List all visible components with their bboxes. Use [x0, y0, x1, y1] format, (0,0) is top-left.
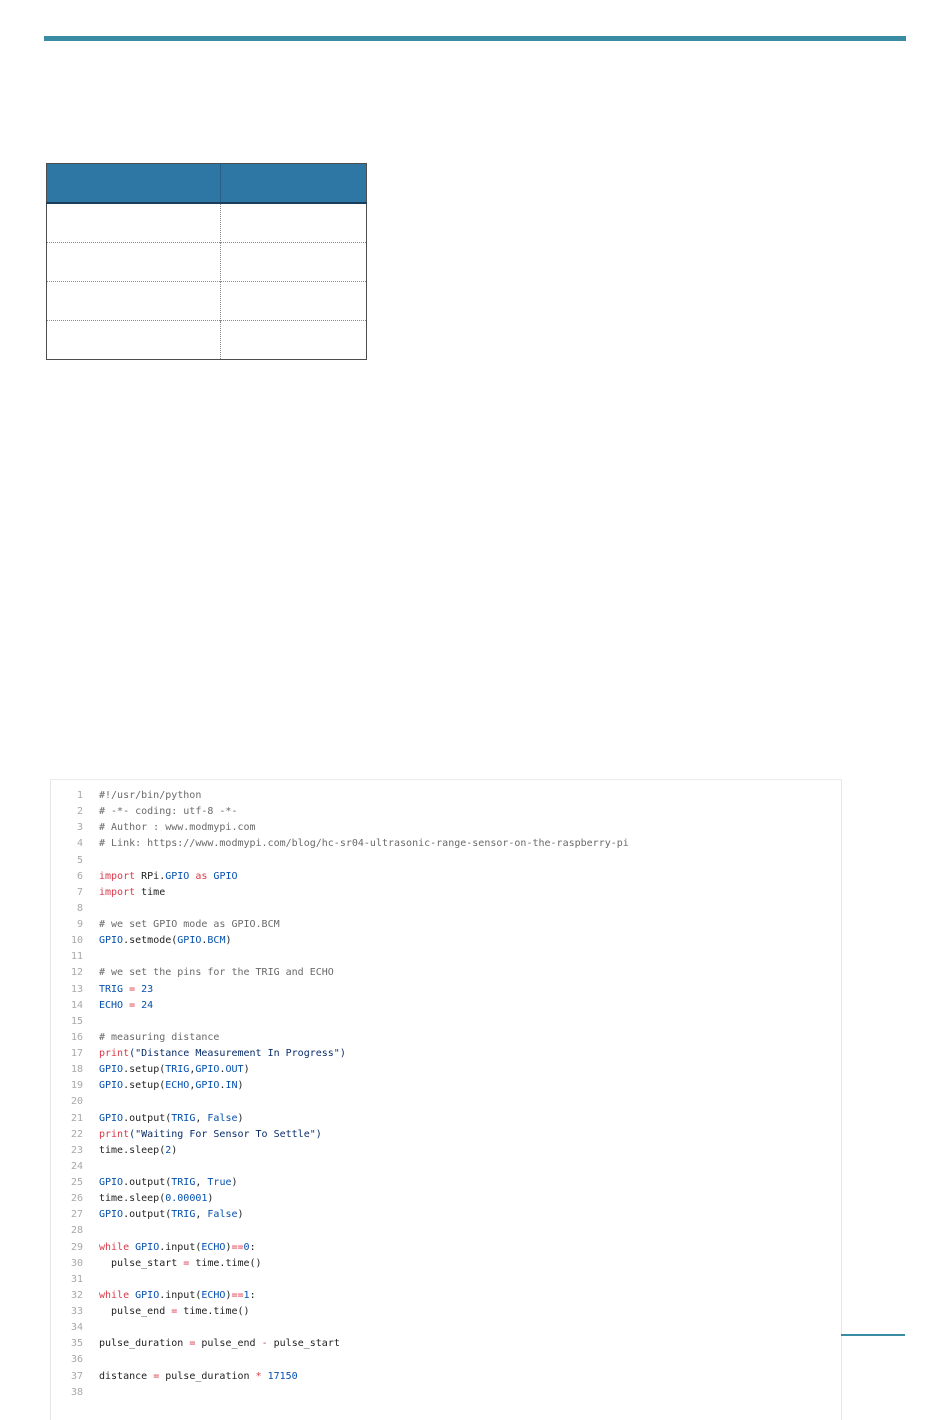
code-token: ,: [195, 1177, 208, 1188]
code-token: ("Distance Measurement In Progress"): [129, 1048, 346, 1059]
code-token: pulse_duration: [99, 1338, 190, 1350]
code-token: GPIO: [195, 1080, 220, 1092]
code-line: [51, 820, 841, 836]
code-line: [51, 1207, 841, 1223]
code-line: [51, 965, 841, 981]
code-line: [51, 998, 841, 1014]
code-token: 1: [243, 1289, 250, 1301]
code-token: ("Waiting For Sensor To Settle"): [129, 1128, 322, 1140]
code-line: [51, 1078, 841, 1094]
line-number: 23: [70, 1144, 83, 1156]
code-token: GPIO: [129, 1289, 160, 1301]
header-rule: [44, 36, 906, 41]
code-text: [99, 1127, 322, 1143]
code-token: #!/usr/bin/python: [99, 790, 202, 801]
code-text: [99, 965, 334, 981]
code-token: pulse_duration: [159, 1370, 256, 1382]
code-text: [99, 1030, 219, 1046]
code-line: [51, 1143, 841, 1159]
code-token: ECHO: [201, 1289, 226, 1301]
code-text: [99, 1175, 238, 1191]
table-cell: [47, 203, 221, 243]
code-line: [51, 1240, 841, 1256]
code-token: ,: [189, 1080, 196, 1092]
code-token: 0: [243, 1241, 250, 1253]
code-token: .output(: [123, 1177, 172, 1188]
code-token: GPIO: [99, 1064, 124, 1076]
code-token: time.sleep(: [99, 1193, 166, 1205]
code-token: GPIO: [213, 870, 238, 882]
code-token: ): [243, 1064, 250, 1076]
code-token: # measuring distance: [99, 1031, 220, 1043]
code-token: .input(: [159, 1289, 202, 1301]
code-token: ,: [189, 1064, 196, 1076]
line-number: 37: [70, 1370, 83, 1382]
code-line: [51, 917, 841, 933]
table-cell: [47, 243, 221, 282]
code-line: [51, 804, 841, 820]
code-token: time.time(): [189, 1257, 262, 1269]
table-cell: [221, 282, 367, 321]
code-line: [51, 1352, 841, 1368]
code-text: [99, 885, 165, 901]
code-line: [51, 1191, 841, 1207]
code-token: ): [225, 1289, 232, 1301]
table-cell: [221, 321, 367, 360]
code-text: [99, 1256, 262, 1272]
line-number: 17: [70, 1048, 83, 1059]
code-token: OUT: [225, 1064, 244, 1076]
code-token: # -*- coding: utf-8 -*-: [99, 806, 238, 818]
line-number: 36: [70, 1354, 83, 1366]
code-line: [51, 1127, 841, 1143]
code-text: [99, 1143, 177, 1159]
code-token: =: [123, 983, 142, 995]
code-token: .input(: [159, 1241, 202, 1253]
code-token: 2: [165, 1144, 172, 1156]
code-token: # we set the pins for the TRIG and ECHO: [99, 967, 334, 979]
code-token: pulse_end: [195, 1338, 262, 1350]
code-token: import: [99, 886, 136, 898]
code-line: [51, 1223, 841, 1239]
code-token: ==: [231, 1289, 244, 1301]
code-text: [99, 1062, 250, 1078]
code-line: [51, 1030, 841, 1046]
code-token: GPIO: [99, 1112, 124, 1124]
code-line: [51, 1111, 841, 1127]
code-token: pulse_start: [267, 1338, 340, 1350]
code-token: GPIO: [129, 1241, 160, 1253]
code-text: [99, 998, 153, 1014]
pin-table-header-cell: [47, 164, 221, 204]
code-token: time.sleep(: [99, 1144, 166, 1156]
line-number: 24: [70, 1160, 83, 1172]
line-number: 5: [76, 854, 83, 866]
line-number: 1: [76, 790, 83, 801]
code-line: [51, 1369, 841, 1385]
code-token: *: [255, 1370, 262, 1382]
code-token: while: [99, 1241, 130, 1253]
code-line: [51, 1336, 841, 1352]
code-token: # Link: https://www.modmypi.com/blog/hc-sr04-ultrasonic-range-sensor-on-the-raspberry-pi: [99, 838, 629, 850]
line-number: 33: [70, 1306, 83, 1317]
code-token: ): [225, 935, 232, 947]
pin-table-header-cell: [221, 164, 367, 204]
code-block[interactable]: [50, 779, 842, 1420]
line-number: 28: [70, 1225, 83, 1237]
code-token: =: [189, 1338, 196, 1350]
line-number: 14: [70, 999, 83, 1011]
line-number: 13: [70, 983, 83, 995]
line-number: 35: [70, 1338, 83, 1350]
code-token: =: [183, 1257, 190, 1269]
code-line: [51, 901, 841, 917]
code-line: [51, 1094, 841, 1110]
code-line: [51, 853, 841, 869]
code-text: [99, 836, 629, 852]
code-token: .setup(: [123, 1080, 166, 1092]
code-line: [51, 949, 841, 965]
code-token: ): [237, 1112, 244, 1124]
code-line: [51, 869, 841, 885]
line-number: 11: [70, 951, 83, 963]
code-token: TRIG: [171, 1177, 196, 1188]
line-number: 38: [70, 1386, 83, 1398]
table-row: [47, 321, 367, 360]
line-number: 21: [70, 1112, 83, 1124]
code-token: import: [99, 870, 136, 882]
table-row: [47, 243, 367, 282]
code-token: pulse_start: [99, 1257, 184, 1269]
line-number: 26: [70, 1193, 83, 1205]
line-number: 27: [70, 1209, 83, 1221]
code-line: [51, 1385, 841, 1401]
code-text: [99, 1111, 244, 1127]
code-text: [99, 1046, 346, 1062]
code-text: [99, 1191, 213, 1207]
code-token: print: [99, 1048, 130, 1059]
table-cell: [221, 243, 367, 282]
code-token: .output(: [123, 1112, 172, 1124]
code-token: =: [171, 1306, 178, 1317]
code-text: [99, 1078, 244, 1094]
code-token: .: [219, 1080, 226, 1092]
line-number: 6: [76, 870, 83, 882]
code-token: :: [249, 1289, 256, 1301]
table-cell: [47, 282, 221, 321]
code-text: [99, 1336, 340, 1352]
code-token: ,: [195, 1112, 208, 1124]
code-text: [99, 1369, 298, 1385]
code-text: [99, 869, 238, 885]
line-number: 7: [76, 886, 83, 898]
code-token: True: [207, 1177, 232, 1188]
code-text: [99, 1207, 244, 1223]
code-text: [99, 1240, 256, 1256]
code-line: [51, 1256, 841, 1272]
line-number: 8: [76, 902, 83, 914]
code-token: .setmode(: [123, 935, 178, 947]
code-token: as: [189, 870, 214, 882]
code-token: 23: [141, 983, 154, 995]
line-number: 4: [76, 838, 83, 850]
table-cell: [47, 321, 221, 360]
code-token: ): [237, 1209, 244, 1221]
code-token: GPIO: [99, 1177, 124, 1188]
code-token: .: [219, 1064, 226, 1076]
pin-table-header-row: [47, 164, 367, 204]
code-token: GPIO: [177, 935, 202, 947]
table-row: [47, 203, 367, 243]
code-token: ECHO: [165, 1080, 190, 1092]
code-token: GPIO: [99, 1209, 124, 1221]
code-token: ): [207, 1193, 214, 1205]
code-line: [51, 1272, 841, 1288]
code-token: TRIG: [171, 1112, 196, 1124]
code-token: -: [261, 1338, 268, 1350]
code-text: [99, 820, 256, 836]
code-token: 0.00001: [165, 1193, 208, 1205]
code-line: [51, 1014, 841, 1030]
code-token: ): [231, 1177, 238, 1188]
code-token: 24: [141, 999, 154, 1011]
line-number: 22: [70, 1128, 83, 1140]
code-token: False: [207, 1209, 238, 1221]
code-token: ECHO: [201, 1241, 226, 1253]
code-line: [51, 1062, 841, 1078]
line-number: 18: [70, 1064, 83, 1076]
code-token: # we set GPIO mode as GPIO.BCM: [99, 919, 280, 930]
code-line: [51, 933, 841, 949]
code-token: TRIG: [171, 1209, 196, 1221]
pin-table: [46, 163, 367, 360]
code-token: False: [207, 1112, 238, 1124]
code-text: [99, 804, 237, 820]
code-line: [51, 836, 841, 852]
line-number: 10: [70, 935, 83, 947]
code-line: [51, 1288, 841, 1304]
line-number: 15: [70, 1015, 83, 1027]
code-token: GPIO: [99, 935, 124, 947]
code-token: BCM: [207, 935, 226, 947]
code-token: GPIO: [99, 1080, 124, 1092]
code-text: [99, 917, 280, 933]
line-number: 12: [70, 967, 83, 979]
line-number: 25: [70, 1177, 83, 1188]
line-number: 3: [76, 822, 83, 834]
code-line: [51, 1304, 841, 1320]
code-token: RPi.: [135, 870, 166, 882]
code-token: 17150: [261, 1370, 298, 1382]
line-number: 20: [70, 1096, 83, 1108]
code-token: ): [225, 1241, 232, 1253]
code-body: [51, 788, 841, 1401]
code-token: ): [237, 1080, 244, 1092]
code-token: ==: [231, 1241, 244, 1253]
line-number: 32: [70, 1289, 83, 1301]
code-token: print: [99, 1128, 130, 1140]
code-token: .: [201, 935, 208, 947]
code-token: pulse_end: [99, 1306, 172, 1317]
code-line: [51, 1159, 841, 1175]
line-number: 31: [70, 1273, 83, 1285]
code-token: =: [153, 1370, 160, 1382]
code-text: [99, 1288, 256, 1304]
code-token: TRIG: [165, 1064, 190, 1076]
code-token: IN: [225, 1080, 238, 1092]
line-number: 9: [76, 919, 83, 930]
code-text: [99, 982, 153, 998]
code-text: [99, 933, 232, 949]
code-line: [51, 885, 841, 901]
code-token: TRIG: [99, 983, 124, 995]
code-line: [51, 1320, 841, 1336]
code-line: [51, 788, 841, 804]
code-token: while: [99, 1289, 130, 1301]
code-token: .setup(: [123, 1064, 166, 1076]
code-token: # Author : www.modmypi.com: [99, 822, 256, 834]
code-token: ): [171, 1144, 178, 1156]
code-token: ,: [195, 1209, 208, 1221]
line-number: 34: [70, 1322, 83, 1334]
code-text: [99, 788, 201, 804]
table-cell: [221, 203, 367, 243]
line-number: 2: [76, 806, 83, 818]
line-number: 19: [70, 1080, 83, 1092]
code-token: ECHO: [99, 999, 124, 1011]
line-number: 30: [70, 1257, 83, 1269]
code-line: [51, 1175, 841, 1191]
code-line: [51, 1046, 841, 1062]
code-token: time: [135, 886, 166, 898]
line-number: 16: [70, 1031, 83, 1043]
code-token: GPIO: [195, 1064, 220, 1076]
side-rule: [841, 1334, 905, 1336]
code-token: GPIO: [165, 870, 190, 882]
code-token: distance: [99, 1370, 154, 1382]
code-line: [51, 982, 841, 998]
line-number: 29: [70, 1241, 83, 1253]
code-token: :: [249, 1241, 256, 1253]
table-row: [47, 282, 367, 321]
code-token: .output(: [123, 1209, 172, 1221]
code-token: =: [123, 999, 142, 1011]
code-token: time.time(): [177, 1306, 250, 1317]
code-text: [99, 1304, 250, 1320]
